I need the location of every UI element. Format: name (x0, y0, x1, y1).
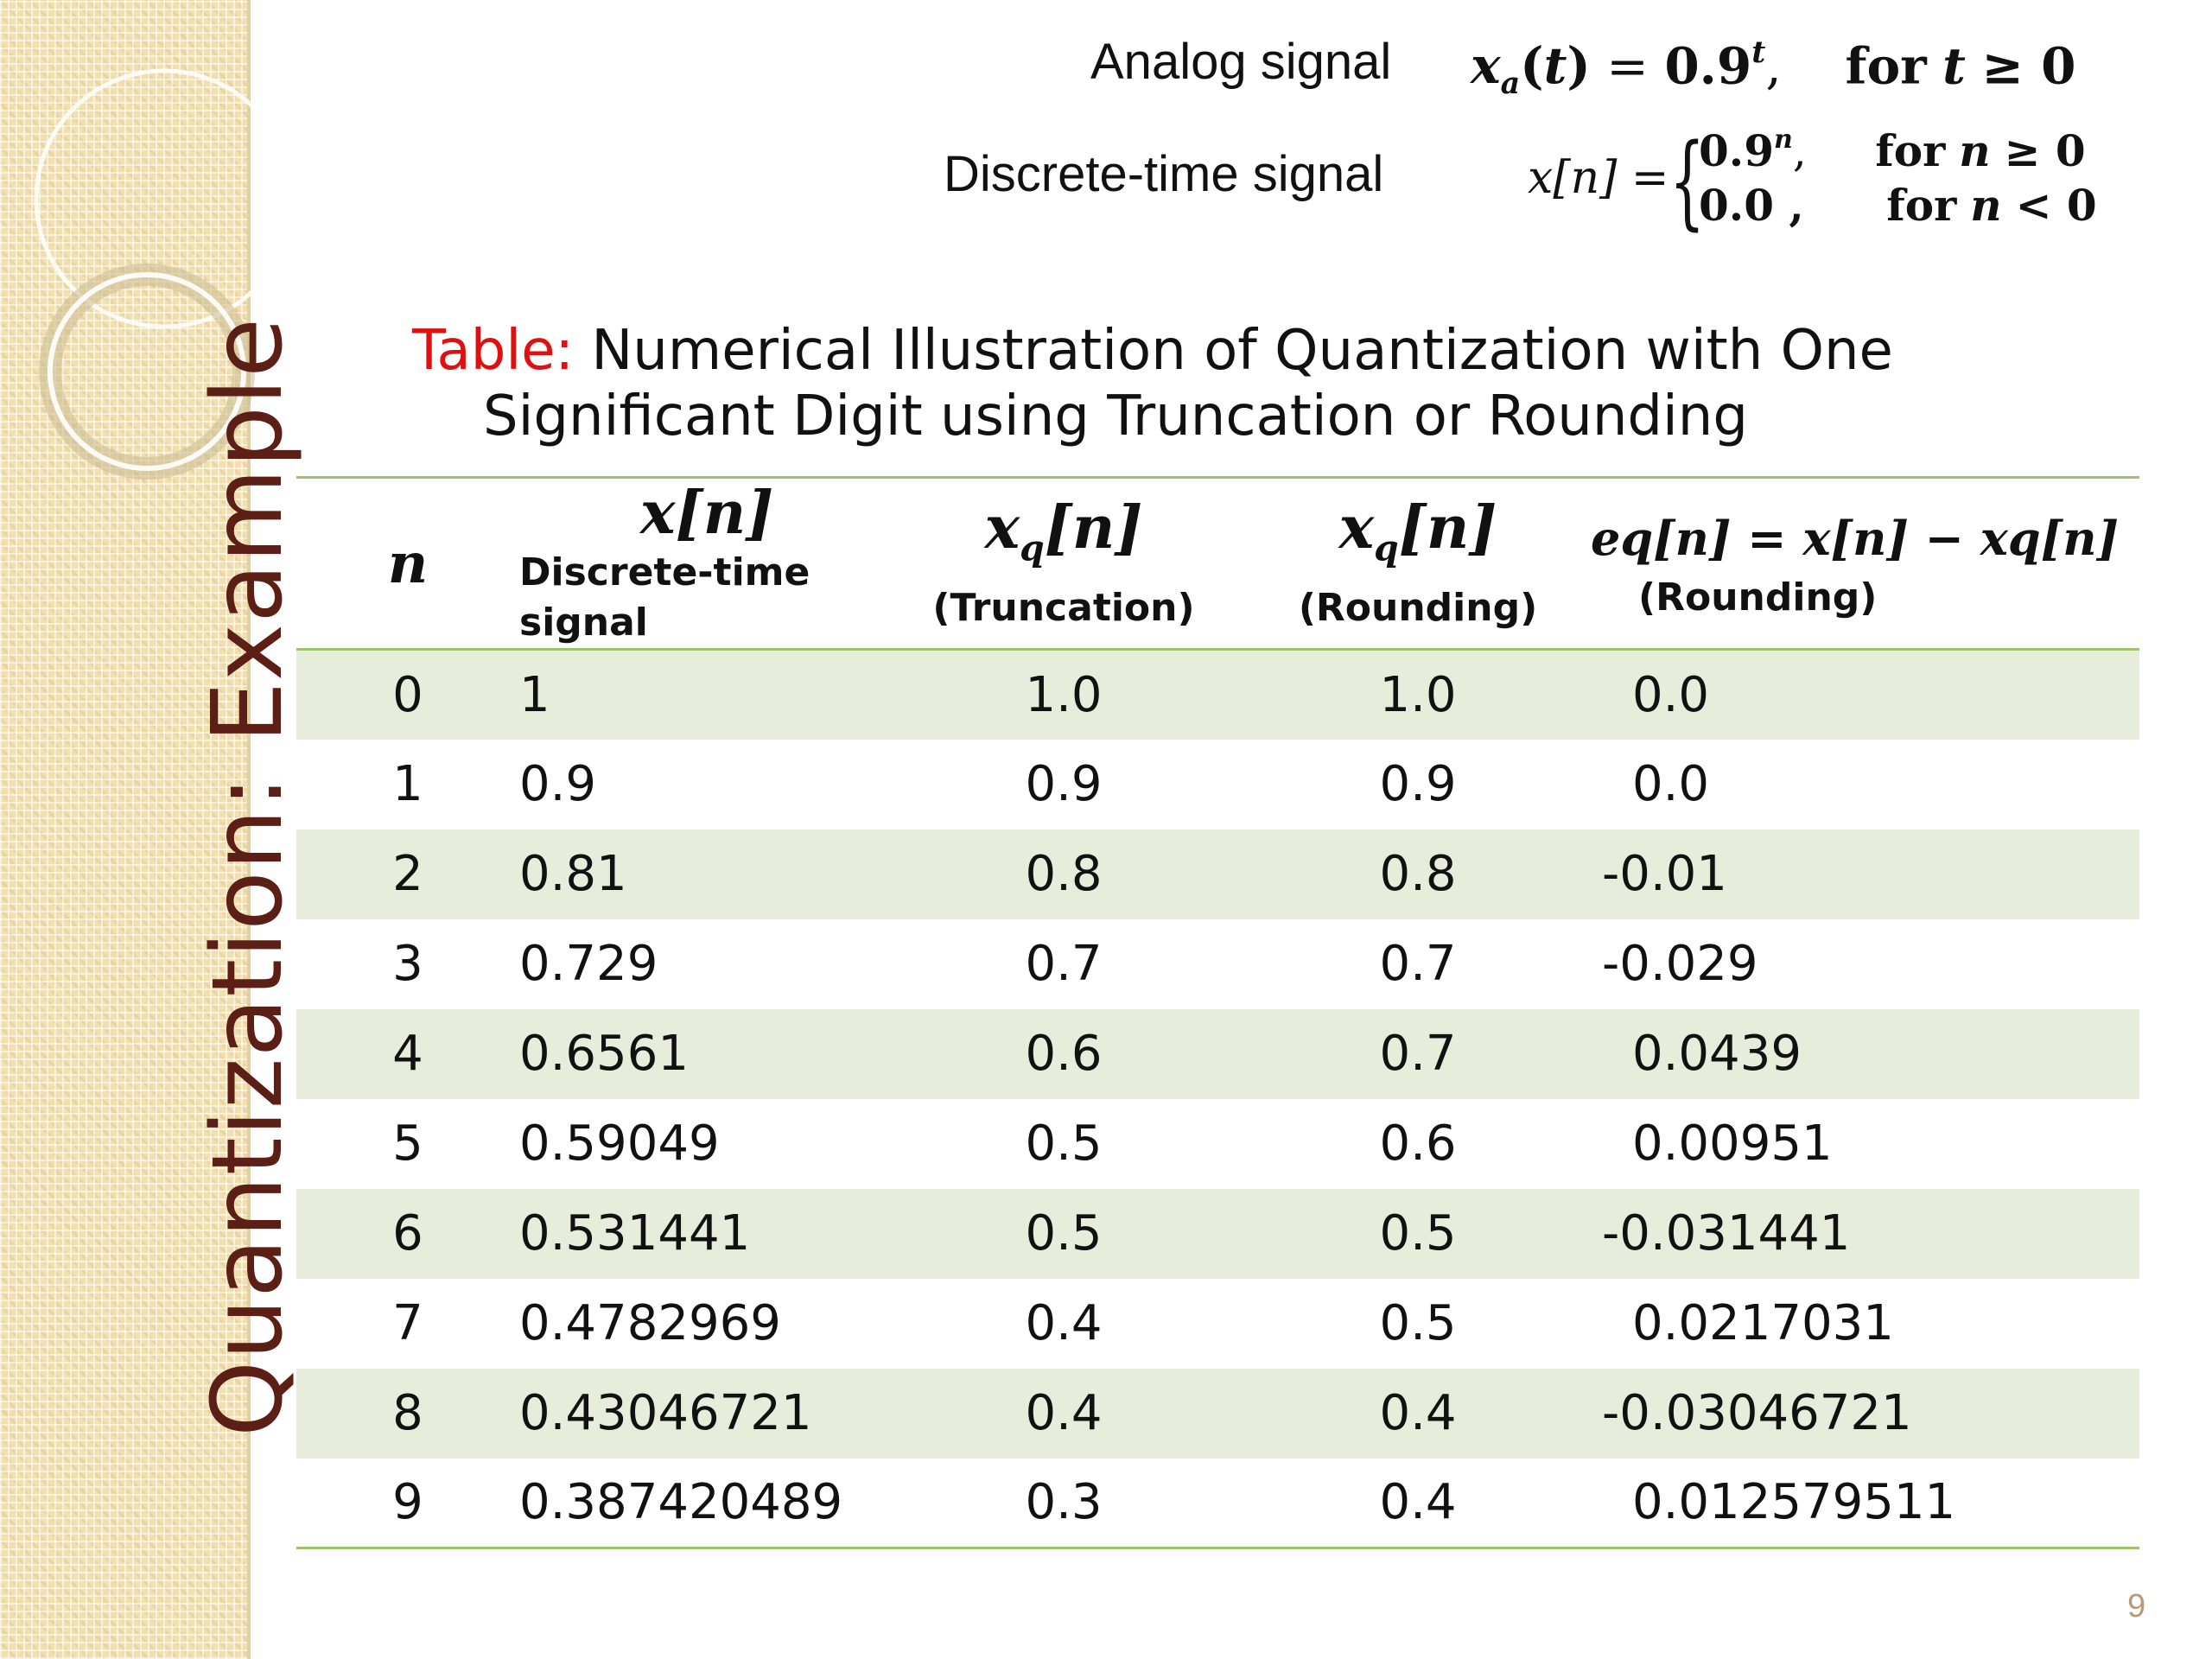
table-row (296, 919, 2139, 1009)
cell-n: 7 (392, 1295, 423, 1351)
cell-rounding: 0.4 (1379, 1385, 1457, 1441)
cell-xn: 1 (519, 666, 550, 723)
header-error-desc: (Rounding) (1638, 575, 1878, 620)
cell-truncation: 0.9 (1025, 756, 1103, 812)
discrete-signal-label: Discrete-time signal (944, 146, 1384, 202)
table-row (296, 1189, 2139, 1279)
caption-line-2: Significant Digit using Truncation or Rounding (483, 385, 1748, 448)
cell-xn: 0.81 (519, 846, 627, 902)
header-n: n (387, 531, 429, 596)
cell-n: 4 (392, 1026, 423, 1082)
discrete-case-2: 0.0 , for n < 0 (1699, 180, 2097, 231)
cell-n: 5 (392, 1116, 423, 1172)
cell-truncation: 0.8 (1025, 846, 1103, 902)
quantization-table (296, 476, 2139, 1549)
table-row (296, 650, 2139, 740)
cell-error: -0.03046721 (1602, 1385, 1912, 1441)
cell-n: 3 (392, 936, 423, 992)
caption-label: Table: (412, 319, 575, 383)
slide-title: Quantization: Example (192, 317, 304, 1437)
header-round-desc: (Rounding) (1298, 585, 1538, 630)
cell-truncation: 0.5 (1025, 1205, 1103, 1262)
discrete-case-1: 0.9$^n$, for n ≥ 0 (1699, 124, 2086, 176)
cell-xn: 0.387420489 (519, 1474, 843, 1531)
cell-rounding: 0.5 (1379, 1205, 1457, 1262)
table-row (296, 1459, 2139, 1548)
table-row (296, 1279, 2139, 1369)
header-round-symbol: $x_q[n]$ (1338, 493, 1497, 569)
analog-signal-label: Analog signal (1090, 34, 1392, 90)
cell-xn: 0.531441 (519, 1205, 751, 1262)
cell-n: 6 (392, 1205, 423, 1262)
header-trunc (882, 478, 1245, 650)
cell-xn: 0.43046721 (519, 1385, 812, 1441)
header-error-symbol: eq[n] = x[n] − xq[n] (1591, 511, 2120, 566)
cell-truncation: 0.6 (1025, 1026, 1103, 1082)
header-error (1591, 478, 2139, 650)
cell-truncation: 0.3 (1025, 1474, 1103, 1531)
piecewise-brace: { (1669, 121, 1706, 240)
header-round (1245, 478, 1591, 650)
cell-error: 0.0 (1632, 756, 1710, 812)
page-number: 9 (2127, 1588, 2146, 1624)
cell-xn: 0.4782969 (519, 1295, 781, 1351)
cell-xn: 0.59049 (519, 1116, 720, 1172)
cell-error: -0.029 (1602, 936, 1758, 992)
table-row (296, 830, 2139, 919)
cell-truncation: 0.7 (1025, 936, 1103, 992)
cell-rounding: 0.7 (1379, 1026, 1457, 1082)
cell-error: 0.0217031 (1632, 1295, 1894, 1351)
cell-rounding: 0.4 (1379, 1474, 1457, 1531)
header-xn-symbol: x[n] (640, 479, 774, 548)
cell-n: 8 (392, 1385, 423, 1441)
cell-error: -0.01 (1602, 846, 1727, 902)
cell-rounding: 0.5 (1379, 1295, 1457, 1351)
table-body (296, 650, 2139, 1548)
slide-title-container (0, 0, 304, 1659)
caption-line-1 (412, 318, 1967, 384)
cell-rounding: 0.8 (1379, 846, 1457, 902)
cell-n: 2 (392, 846, 423, 902)
cell-error: 0.00951 (1632, 1116, 1833, 1172)
cell-n: 1 (392, 756, 423, 812)
cell-n: 0 (392, 666, 423, 723)
cell-rounding: 0.7 (1379, 936, 1457, 992)
discrete-signal-lhs: x[n] = (1528, 152, 1669, 204)
cell-xn: 0.6561 (519, 1026, 689, 1082)
header-xn (519, 478, 882, 650)
analog-signal-equation: $x_a(t) = 0.9^t$, for t ≥ 0 (1471, 35, 2076, 102)
cell-rounding: 0.9 (1379, 756, 1457, 812)
cell-truncation: 0.4 (1025, 1385, 1103, 1441)
cell-truncation: 0.4 (1025, 1295, 1103, 1351)
cell-n: 9 (392, 1474, 423, 1531)
table-row (296, 1369, 2139, 1459)
cell-error: -0.031441 (1602, 1205, 1851, 1262)
table-row (296, 740, 2139, 830)
table-row (296, 1009, 2139, 1099)
cell-truncation: 1.0 (1025, 666, 1103, 723)
cell-rounding: 0.6 (1379, 1116, 1457, 1172)
table-caption (412, 318, 1967, 449)
table-header-row (296, 478, 2139, 650)
header-trunc-desc: (Truncation) (932, 585, 1195, 630)
cell-xn: 0.729 (519, 936, 658, 992)
table-row (296, 1099, 2139, 1189)
header-trunc-symbol: $x_q[n]$ (984, 493, 1143, 569)
caption-text-1: Numerical Illustration of Quantization with One (591, 319, 1893, 383)
cell-rounding: 1.0 (1379, 666, 1457, 723)
cell-error: 0.0 (1632, 666, 1710, 723)
header-xn-desc: Discrete-time signal (519, 550, 810, 645)
cell-xn: 0.9 (519, 756, 597, 812)
cell-error: 0.0439 (1632, 1026, 1802, 1082)
cell-error: 0.012579511 (1632, 1474, 1956, 1531)
cell-truncation: 0.5 (1025, 1116, 1103, 1172)
